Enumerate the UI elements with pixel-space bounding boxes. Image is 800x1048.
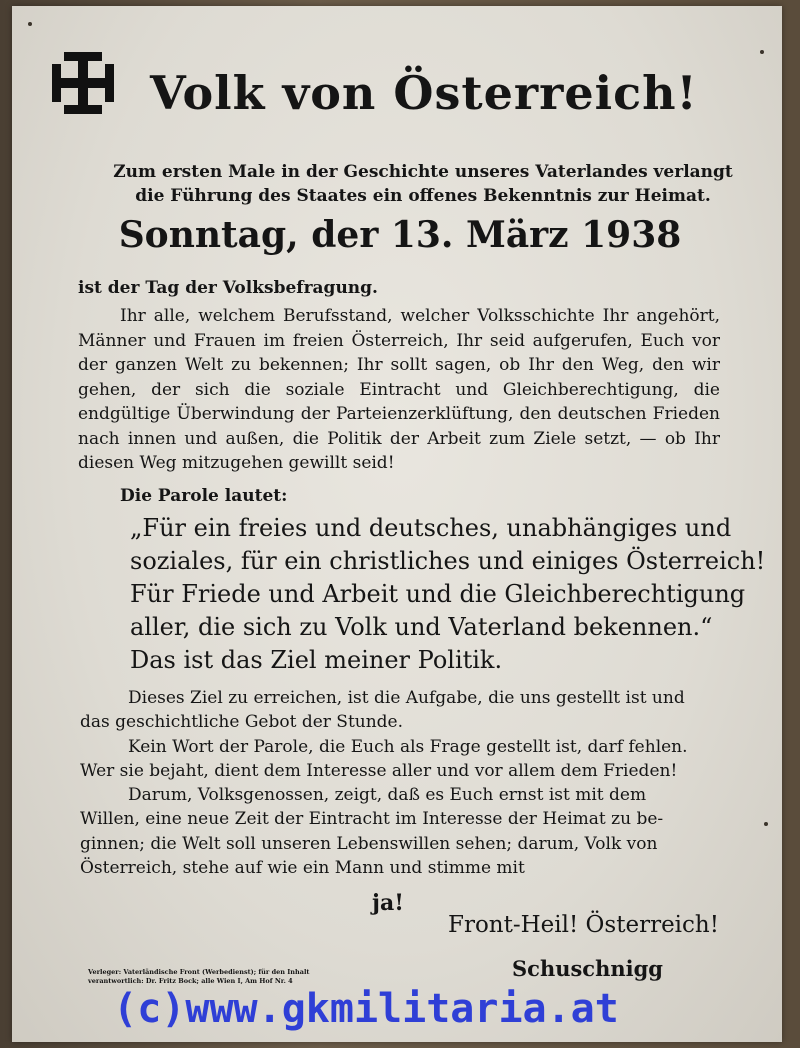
body-paragraph — [78, 304, 720, 476]
referendum-line: ist der Tag der Volksbefragung. — [78, 278, 378, 298]
imprint-line: verantwortlich: Dr. Fritz Bock; alle Wien I, Am Hof Nr. 4 — [88, 977, 293, 985]
intro-text — [78, 160, 768, 208]
ja-vote: ja! — [372, 890, 404, 916]
closing-line: ginnen; die Welt soll unseren Lebenswillen sehen; darum, Volk von — [80, 833, 658, 854]
front-greeting: Front-Heil! Österreich! — [448, 912, 719, 938]
pin-hole — [760, 50, 764, 54]
closing-line: das geschichtliche Gebot der Stunde. — [80, 712, 404, 733]
slogan-line: Für Friede und Arbeit und die Gleichberechtigung — [130, 580, 746, 608]
closing-line: Wer sie bejaht, dient dem Interesse aller und vor allem dem Frieden! — [80, 760, 678, 781]
body-text: Ihr alle, welchem Berufsstand, welcher Volksschichte Ihr angehört, Männer und Frauen im freien Österreich, Ihr seid aufgerufen, Euch vor der ganzen Welt zu bekennen; Ihr sollt sagen, ob Ihr den Weg, den wir gehen, der sich die soziale Eintracht und Gleichberechtigung, die endgültige Überwindung der Parteienzerklüftung, den deutschen Frieden nach innen und außen, die Politik der Arbeit zum Ziele setzt, — ob Ihr diesen Weg mitzugehen gewillt seid! — [78, 306, 720, 473]
closing-line: Österreich, stehe auf wie ein Mann und stimme mit — [80, 858, 525, 879]
slogan-block — [130, 512, 766, 677]
kruckenkreuz-icon — [50, 50, 116, 116]
poster-title: Volk von Österreich! — [150, 66, 698, 120]
watermark: (c)www.gkmilitaria.at — [113, 986, 619, 1032]
closing-paragraphs — [80, 686, 720, 880]
slogan-line: „Für ein freies und deutsches, unabhängiges und — [130, 514, 732, 542]
slogan-line: soziales, für ein christliches und einiges Österreich! — [130, 547, 766, 575]
parole-label: Die Parole lautet: — [120, 486, 288, 506]
pin-hole — [764, 822, 768, 826]
pin-hole — [28, 22, 32, 26]
imprint-line: Verleger: Vaterländische Front (Werbedienst); für den Inhalt — [88, 968, 310, 976]
slogan-line: aller, die sich zu Volk und Vaterland bekennen.“ — [130, 613, 713, 641]
signature: Schuschnigg — [512, 956, 663, 981]
closing-line: Willen, eine neue Zeit der Eintracht im Interesse der Heimat zu be- — [80, 809, 664, 830]
closing-line: Dieses Ziel zu erreichen, ist die Aufgabe, die uns gestellt ist und — [128, 688, 685, 708]
intro-line: Zum ersten Male in der Geschichte unseres Vaterlandes verlangt — [113, 162, 733, 182]
publisher-imprint — [88, 968, 309, 986]
slogan-line: Das ist das Ziel meiner Politik. — [130, 646, 503, 674]
intro-line: die Führung des Staates ein offenes Bekenntnis zur Heimat. — [135, 186, 711, 206]
referendum-date: Sonntag, der 13. März 1938 — [118, 214, 682, 256]
closing-line: Darum, Volksgenossen, zeigt, daß es Euch ernst ist mit dem — [128, 785, 647, 806]
closing-line: Kein Wort der Parole, die Euch als Frage gestellt ist, darf fehlen. — [128, 736, 688, 757]
